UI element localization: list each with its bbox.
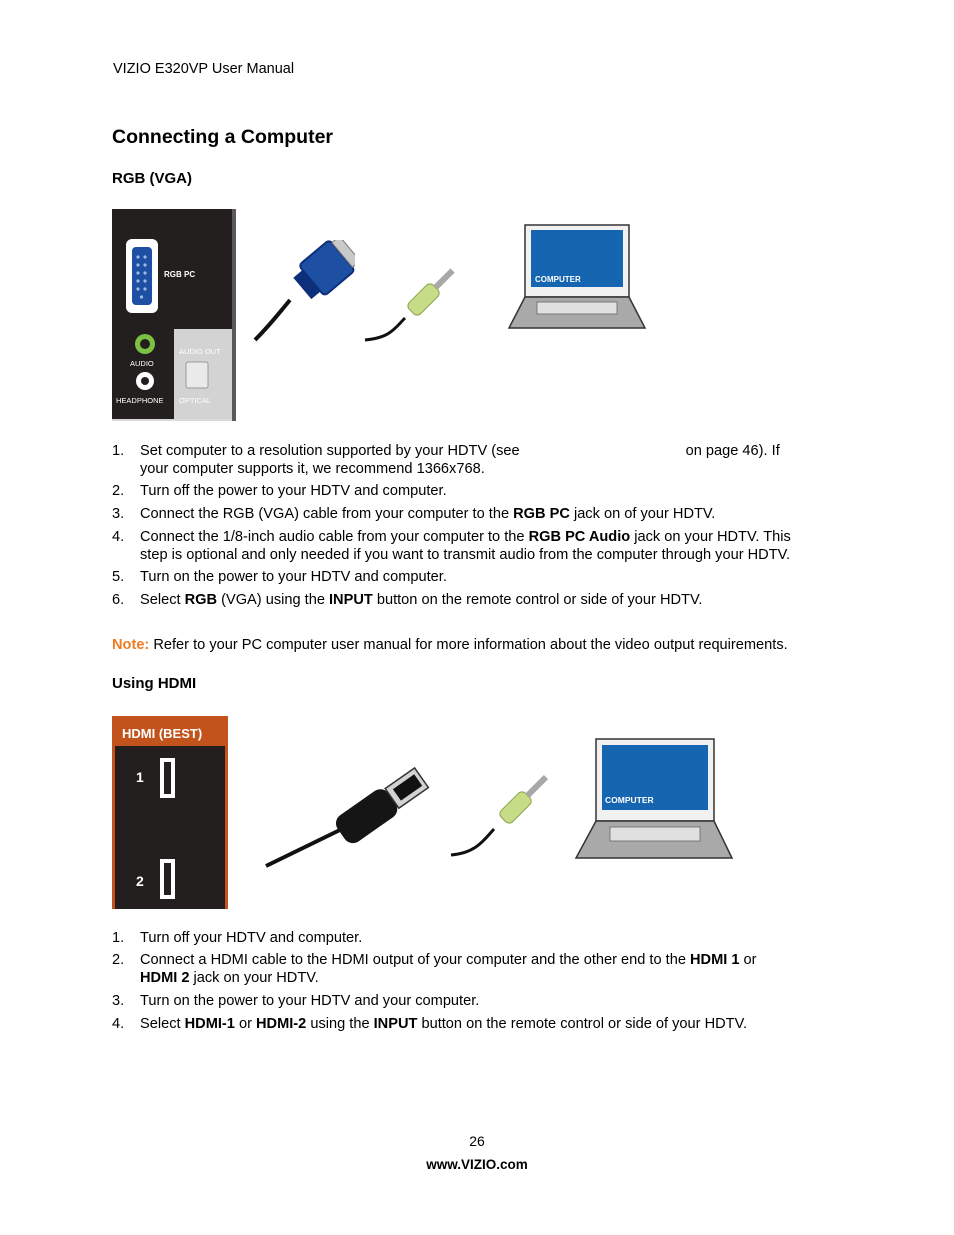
rgb-pc-label: RGB PC	[164, 270, 196, 279]
rgb-heading: RGB (VGA)	[112, 170, 192, 187]
vga-cable-illustration	[250, 240, 355, 345]
audio-out-label: AUDIO OUT	[179, 347, 221, 356]
audio-cable-illustration	[360, 258, 462, 346]
hdmi-heading: Using HDMI	[112, 675, 197, 692]
laptop-screen-label: COMPUTER	[535, 275, 581, 284]
list-item: 5. Turn on the power to your HDTV and computer.	[112, 569, 447, 585]
headphone-label: HEADPHONE	[116, 396, 164, 405]
hdmi-port-1-label: 1	[136, 769, 144, 785]
laptop-illustration	[574, 738, 734, 862]
list-item: 3. Turn on the power to your HDTV and your computer.	[112, 993, 480, 1009]
list-item: 2. Connect a HDMI cable to the HDMI output of your computer and the other end to the HDMI 1 or HDMI 2 jack on your HDTV.	[112, 952, 757, 986]
list-item: 6. Select RGB (VGA) using the INPUT button on the remote control or side of your HDTV.	[112, 592, 703, 608]
audio-cable-illustration	[446, 765, 562, 861]
list-item: 2. Turn off the power to your HDTV and computer.	[112, 483, 447, 499]
footer-url: www.VIZIO.com	[426, 1157, 528, 1172]
list-item: 4. Connect the 1/8-inch audio cable from your computer to the RGB PC Audio jack on your HDTV. This step is optional and only needed if you want to transmit audio from the computer through your HDTV.	[112, 529, 791, 563]
laptop-illustration	[507, 224, 647, 332]
hdmi-panel-title: HDMI (BEST)	[122, 726, 203, 741]
note: Note: Refer to your PC computer user manual for more information about the video output requirements.	[112, 637, 788, 653]
audio-label: AUDIO	[130, 359, 154, 368]
list-item: 1. Turn off your HDTV and computer.	[112, 930, 363, 946]
list-item: 3. Connect the RGB (VGA) cable from your computer to the RGB PC jack on of your HDTV.	[112, 506, 716, 522]
running-header: VIZIO E320VP User Manual	[113, 61, 295, 77]
list-item: 1. Set computer to a resolution supported by your HDTV (see on page 46). If your computer supports it, we recommend 1366x768.	[112, 443, 780, 477]
laptop-screen-label: COMPUTER	[605, 795, 654, 805]
rgb-panel-illustration	[112, 209, 238, 421]
hdmi-panel-illustration	[112, 716, 228, 909]
hdmi-port-2-label: 2	[136, 873, 144, 889]
list-item: 4. Select HDMI-1 or HDMI-2 using the INPUT button on the remote control or side of your HDTV.	[112, 1016, 748, 1032]
optical-label: OPTICAL	[179, 396, 212, 405]
page-number: 26	[469, 1133, 485, 1149]
hdmi-cable-illustration	[264, 766, 440, 870]
section-title: Connecting a Computer	[112, 126, 334, 148]
